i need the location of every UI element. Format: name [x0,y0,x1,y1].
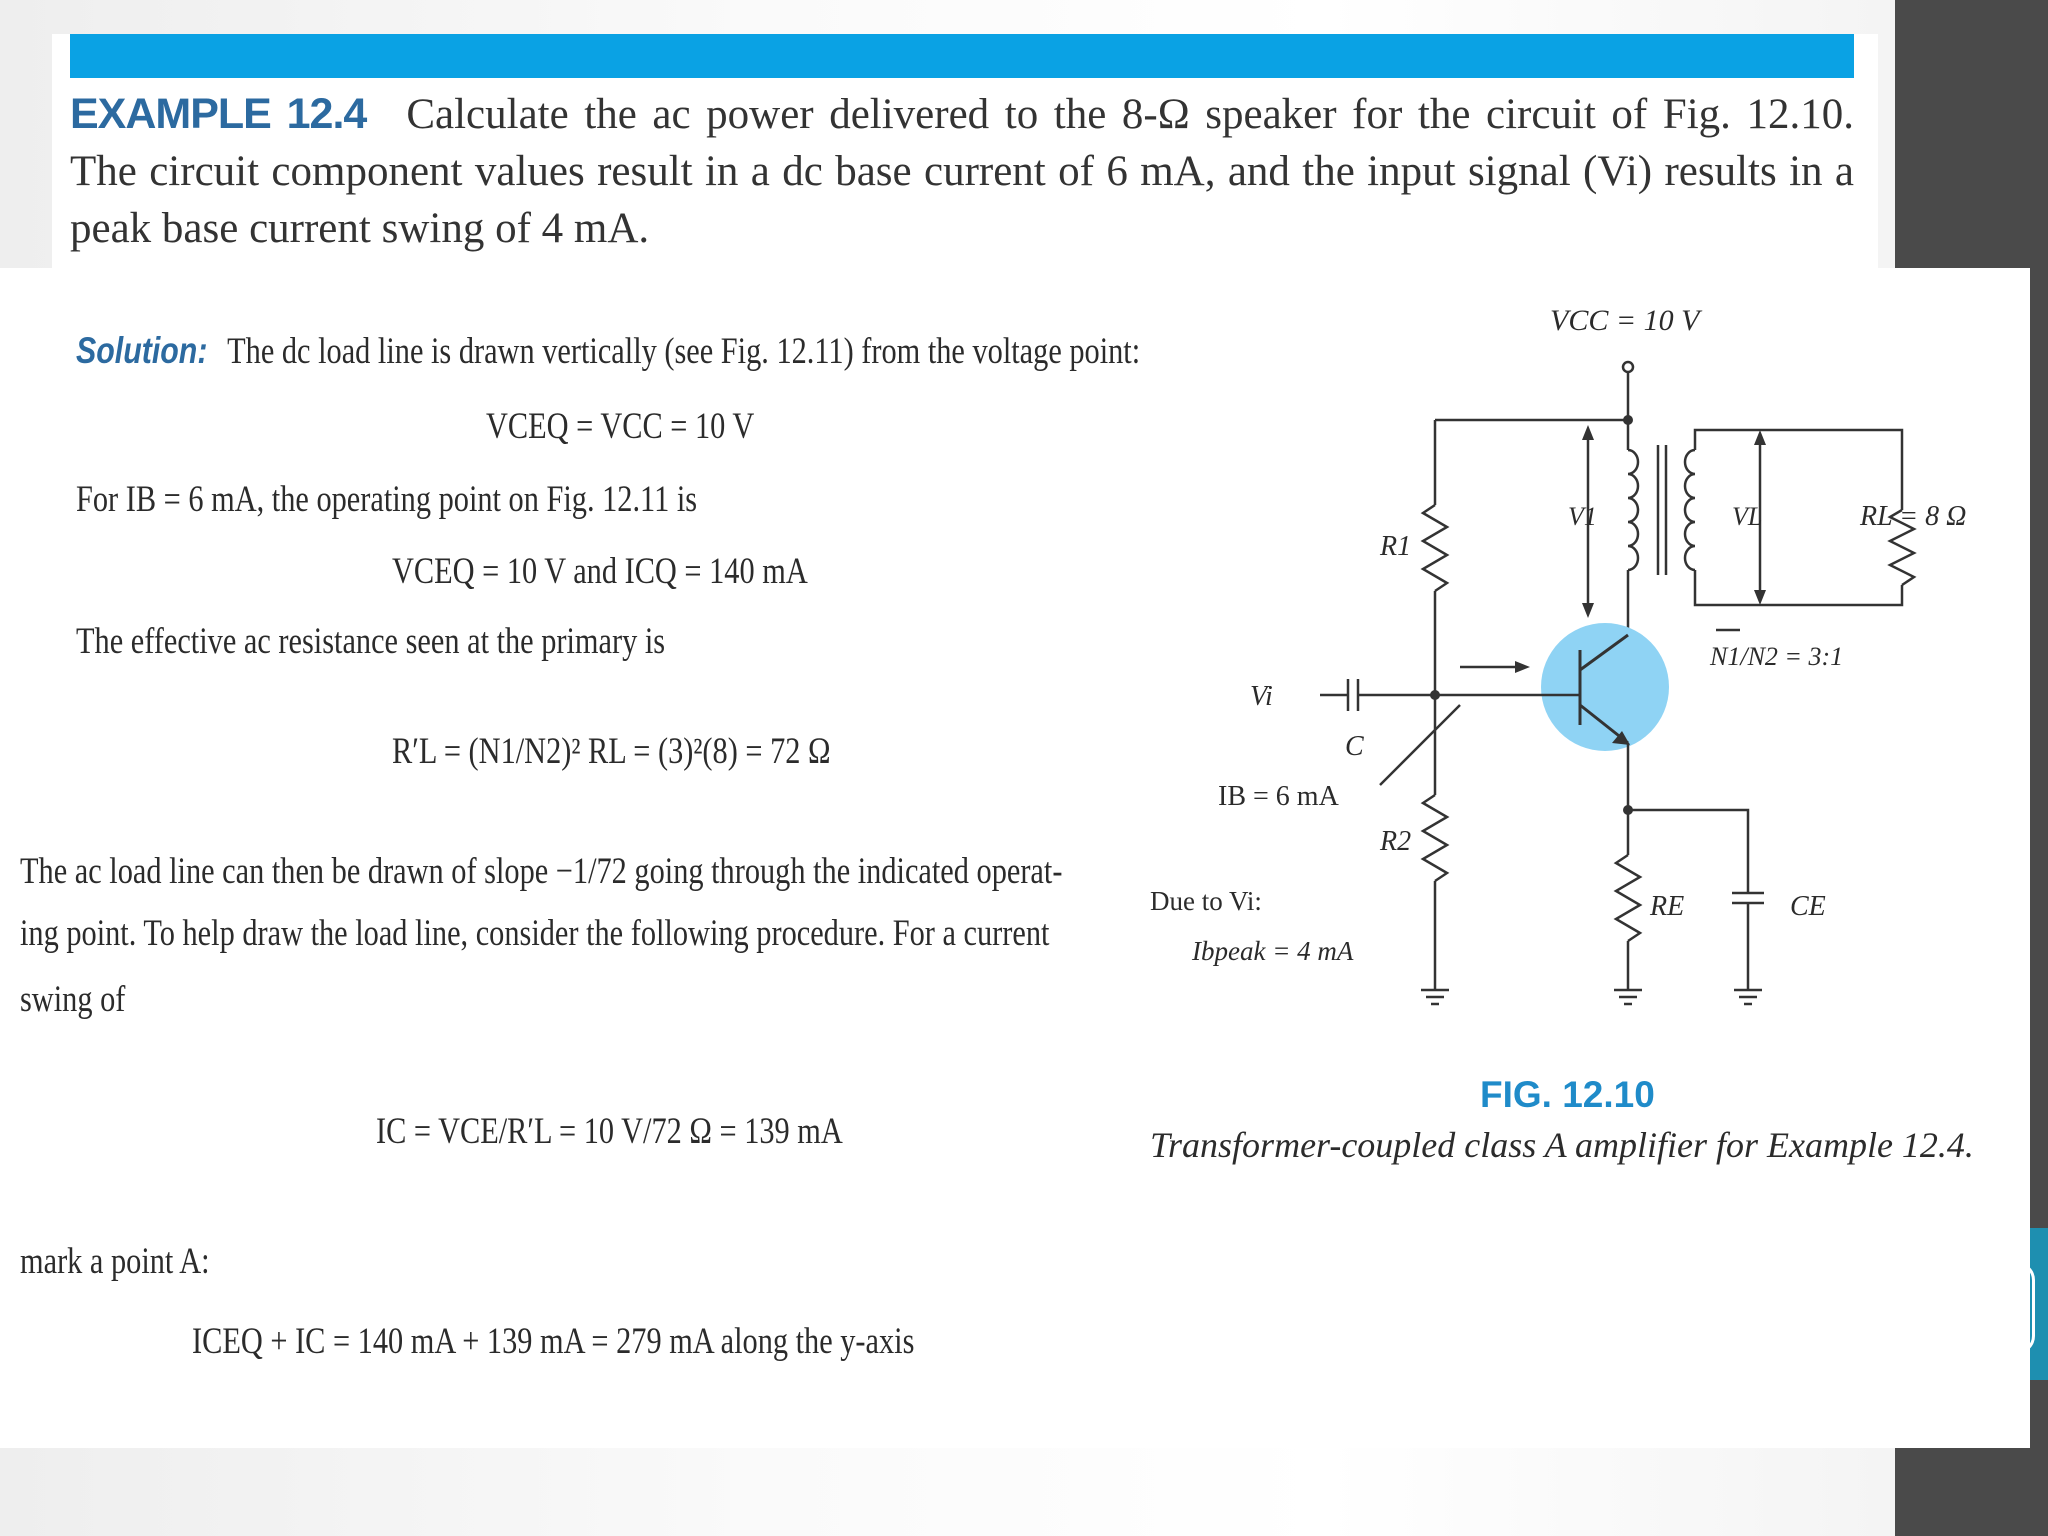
v1-arrowhead-up [1582,425,1594,440]
secondary-top-wire [1695,430,1902,510]
example-label: EXAMPLE 12.4 [70,90,367,138]
transistor-highlight [1541,623,1669,751]
ce-label: CE [1790,891,1826,922]
junction-dot-top [1623,415,1633,425]
equation-operating-point: VCEQ = 10 V and ICQ = 140 mA [392,551,808,592]
equation-effective-resistance: R′L = (N1/N2)² RL = (3)²(8) = 72 Ω [392,731,831,772]
r1-resistor [1423,505,1447,591]
ib-leader-line [1380,705,1460,785]
turns-ratio-label: N1/N2 = 3:1 [1710,642,1844,671]
due-to-label: Due to Vi: [1150,886,1262,916]
vcc-terminal [1623,362,1633,372]
secondary-bottom-wire [1695,570,1902,605]
example-statement [70,86,1854,257]
ce-top-wire [1628,810,1748,893]
rl-label: RL = 8 Ω [1860,501,1967,532]
vl-label: VL [1732,502,1763,531]
operating-point-line: For IB = 6 mA, the operating point on Fig. 12.11 is [76,479,698,520]
ib-arrowhead [1515,661,1530,673]
figure-caption: Transformer-coupled class A amplifier for Example 12.4. [1150,1125,1974,1165]
example-header-strip [70,34,1854,78]
ac-load-line-para-1: The ac load line can then be drawn of slope −1/72 going through the indicated operat- [20,851,1063,892]
example-text: Calculate the ac power delivered to the 8-Ω speaker for the circuit of Fig. 12.10. The circuit component values result in a dc base current of 6 mA, and the input signal (Vi) results in a peak base current swing of 4 mA. [70,91,1854,252]
solution-intro-line [76,330,1140,373]
primary-coil [1628,450,1638,570]
figure-title: FIG. 12.10 [1480,1074,1655,1115]
re-label: RE [1650,891,1685,922]
vi-label: Vi [1250,681,1273,712]
solution-intro: The dc load line is drawn vertically (see Fig. 12.11) from the voltage point: [227,331,1141,372]
solution-label: Solution: [76,330,208,371]
ac-load-line-para-3: swing of [20,979,126,1020]
vl-arrowhead-up [1754,430,1766,445]
circuit-diagram [1140,295,2020,1055]
effective-resistance-line: The effective ac resistance seen at the primary is [76,621,666,662]
r2-label: R2 [1380,826,1412,857]
vl-arrowhead-down [1754,590,1766,605]
equation-point-a: ICEQ + IC = 140 mA + 139 mA = 279 mA along the y-axis [192,1321,915,1362]
ib-label: IB = 6 mA [1218,781,1339,812]
c-label: C [1345,731,1364,762]
ac-load-line-para-2: ing point. To help draw the load line, consider the following procedure. For a current [20,913,1050,954]
vcc-label: VCC = 10 V [1550,304,1700,337]
r2-resistor [1423,795,1447,881]
mark-point-line: mark a point A: [20,1241,210,1282]
v1-label: V1 [1568,502,1597,531]
re-resistor [1616,855,1640,941]
equation-current-swing: IC = VCE/R′L = 10 V/72 Ω = 139 mA [376,1111,843,1152]
v1-arrowhead-down [1582,603,1594,618]
r1-label: R1 [1380,531,1412,562]
ib-peak-label: Ibpeak = 4 mA [1192,936,1354,966]
equation-vceq: VCEQ = VCC = 10 V [486,406,755,447]
secondary-coil [1685,450,1695,570]
